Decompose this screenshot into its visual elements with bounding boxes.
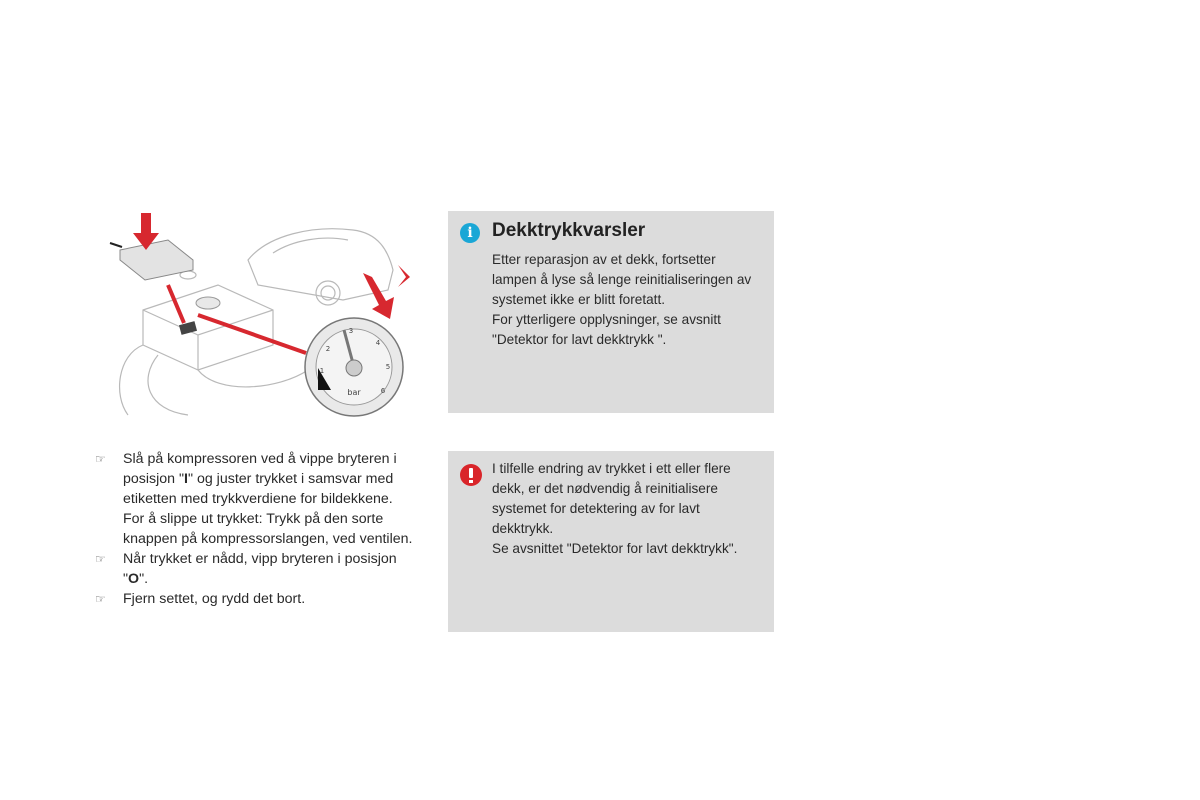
- info-icon: i: [460, 223, 480, 243]
- compressor-drawing: [98, 205, 428, 425]
- info-body: [492, 250, 762, 350]
- instruction-text: Fjern settet, og rydd det bort.: [123, 591, 306, 607]
- warning-body: [492, 459, 762, 559]
- pointing-hand-icon: ☞: [95, 592, 106, 606]
- instruction-list: [95, 449, 425, 609]
- info-paragraph: For ytterligere opplysninger, se avsnitt "Detektor for lavt dekktrykk ".: [492, 312, 721, 347]
- list-item: [95, 449, 425, 549]
- warning-box: [448, 451, 774, 632]
- compressor-illustration: [98, 205, 428, 425]
- instruction-text: Slå på kompressoren ved å vippe bryteren i posisjon "I" og juster trykket i samsvar med etiketten med trykkverdiene for bildekkene.: [123, 451, 397, 507]
- warning-paragraph: I tilfelle endring av trykket i ett eller flere dekk, er det nødvendig å reinitialisere systemet for detektering av for lavt dekktrykk.: [492, 461, 731, 536]
- list-item: [95, 549, 425, 589]
- instruction-text: Når trykket er nådd, vipp bryteren i posisjon "O".: [123, 551, 397, 587]
- instruction-extra-text: For å slippe ut trykket: Trykk på den sorte knappen på kompressorslangen, ved ventilen.: [123, 511, 413, 547]
- info-title: Dekktrykkvarsler: [492, 220, 646, 241]
- gauge-tick-1: 1: [319, 367, 325, 375]
- gauge-tick-4: 4: [375, 339, 381, 347]
- gauge-tick-5: 5: [385, 363, 391, 371]
- list-item: [95, 589, 425, 609]
- info-box: [448, 211, 774, 413]
- gauge-tick-2: 2: [325, 345, 331, 353]
- pointing-hand-icon: ☞: [95, 452, 106, 466]
- gauge-tick-6: 6: [380, 387, 386, 395]
- warning-icon: [460, 464, 482, 486]
- gauge-unit-label: bar: [347, 388, 361, 397]
- info-paragraph: Etter reparasjon av et dekk, fortsetter lampen å lyse så lenge reinitialiseringen av systemet ikke er blitt foretatt.: [492, 252, 752, 307]
- gauge-tick-3: 3: [348, 327, 354, 335]
- pointing-hand-icon: ☞: [95, 552, 106, 566]
- warning-paragraph: Se avsnittet "Detektor for lavt dekktrykk".: [492, 541, 738, 556]
